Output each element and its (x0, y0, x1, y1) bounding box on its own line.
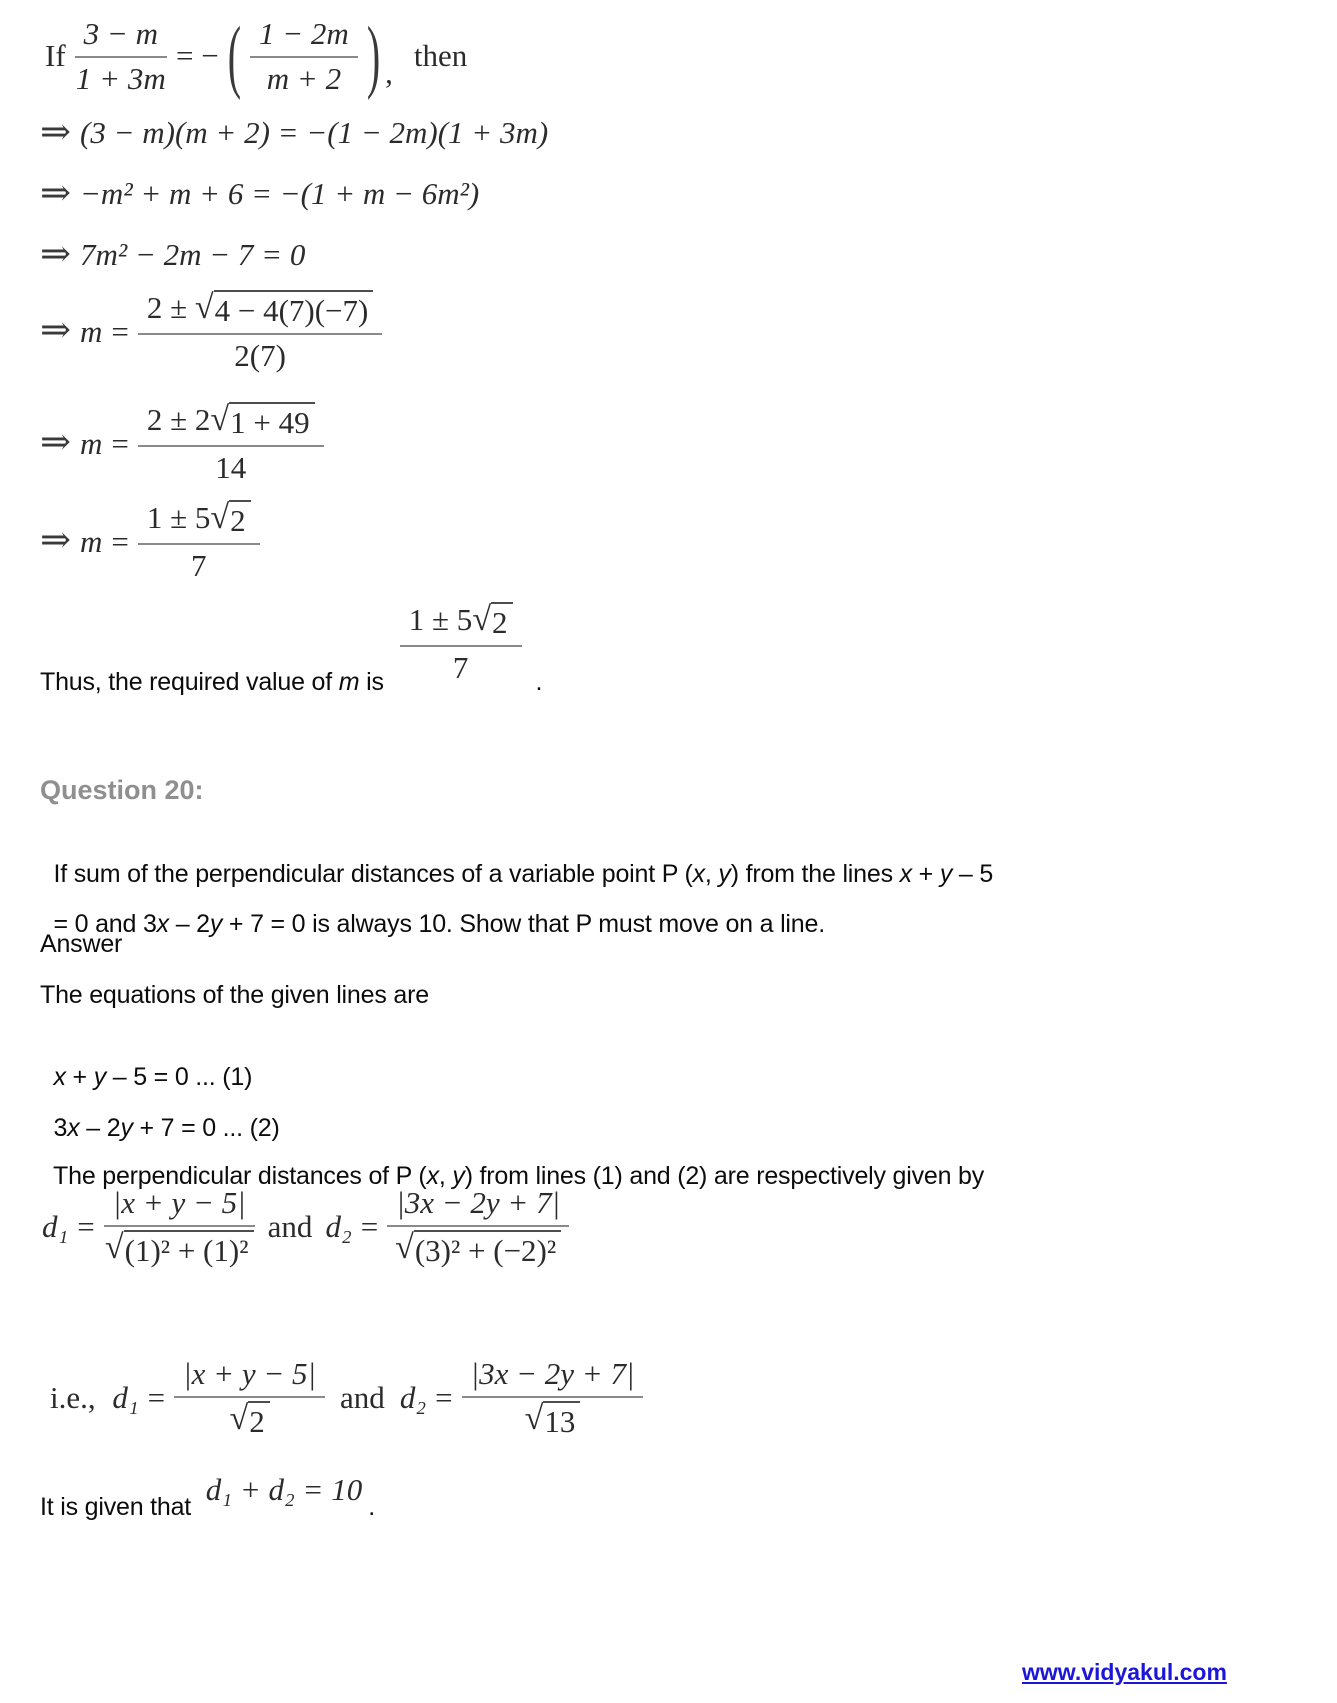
close-paren: ) (366, 8, 381, 102)
intro-then-word: then (413, 38, 468, 74)
m-variable: m (80, 313, 103, 349)
radical-sign: √ (104, 1228, 124, 1266)
comma: , (385, 54, 393, 90)
radical-sign: √ (210, 499, 230, 536)
radicand: 2 (248, 1401, 270, 1440)
radicand: 2 (229, 500, 251, 539)
square-root (105, 1230, 254, 1269)
d1-fraction (104, 1185, 255, 1268)
implies-arrow: ⇒ (40, 112, 72, 153)
var-y: y (120, 1114, 133, 1142)
fraction-numerator: |3x − 2y + 7| (462, 1356, 644, 1398)
fraction-denominator: 7 (191, 547, 207, 583)
text-run: – 2 (79, 1114, 121, 1142)
fraction-numerator: 1 − 2m (250, 16, 358, 58)
text-run: + (65, 1063, 94, 1091)
fraction-denominator: m + 2 (266, 60, 342, 96)
derivation-mstep-1 (40, 290, 382, 373)
given-text: It is given that (40, 1492, 198, 1521)
fraction-numerator (138, 402, 324, 447)
fraction-numerator (138, 290, 382, 335)
m-variable: m (80, 523, 103, 559)
implies-arrow: ⇒ (40, 173, 72, 214)
text-run: , (704, 860, 719, 888)
text-run: – 5 (952, 860, 994, 888)
fraction-numerator: |x + y − 5| (104, 1185, 255, 1227)
text-run: ) from lines (1) and (2) are respectively given by (464, 1162, 985, 1190)
radical-sign: √ (229, 1399, 249, 1437)
question-heading: Question 20: (40, 775, 204, 805)
fraction (138, 290, 382, 373)
fraction-numerator: 3 − m (75, 16, 167, 58)
derivation-step-1 (40, 112, 548, 155)
fraction-numerator: |x + y − 5| (174, 1356, 325, 1398)
simplified-distance-equation (50, 1356, 643, 1439)
conclusion-text: is (359, 668, 384, 697)
radical-sign: √ (395, 1228, 414, 1266)
d1-variable: d₁ (42, 1208, 69, 1244)
conclusion-text: Thus, the required value of (40, 668, 339, 697)
text-run: – 2 (168, 910, 210, 938)
derivation-step-3 (40, 234, 305, 277)
square-root (472, 602, 512, 641)
derivation-intro-equation (45, 8, 468, 102)
m-variable: m (80, 425, 103, 461)
implies-arrow: ⇒ (40, 520, 72, 562)
d1-fraction (174, 1356, 325, 1439)
text-run: , (438, 1162, 453, 1190)
period: . (535, 668, 543, 697)
text-run: + (911, 860, 940, 888)
var-y: y (718, 860, 731, 888)
implies-arrow: ⇒ (40, 422, 72, 464)
fraction (138, 500, 260, 583)
var-x: x (899, 860, 912, 888)
equals-sign: = (111, 523, 129, 559)
radical-sign: √ (194, 289, 214, 326)
equals-sign: = (360, 1208, 379, 1244)
fraction-denominator (105, 1227, 254, 1269)
d2-fraction (462, 1356, 644, 1439)
step-expression: (3 − m)(m + 2) = −(1 − 2m)(1 + 3m) (80, 115, 549, 151)
derivation-mstep-2 (40, 402, 324, 485)
square-root (395, 1230, 561, 1269)
step-expression: −m² + m + 6 = −(1 + m − 6m²) (80, 176, 480, 212)
distance-formula-equation (42, 1185, 569, 1268)
and-word: and (267, 1208, 313, 1244)
fraction-denominator (525, 1398, 581, 1440)
text-run: The perpendicular distances of P ( (53, 1162, 427, 1190)
numerator-prefix: 2 ± 2 (146, 402, 211, 437)
var-x: x (692, 860, 705, 888)
numerator-prefix: 1 ± 5 (146, 500, 211, 535)
d1-variable: d₁ (112, 1379, 139, 1415)
radicand: (3)² + (−2)² (414, 1230, 561, 1269)
equals-sign: = (111, 425, 129, 461)
text-run: 3 (53, 1114, 68, 1142)
var-x: x (53, 1063, 66, 1091)
radicand: 13 (543, 1401, 580, 1440)
text-run: ) from the lines (730, 860, 900, 888)
radical-sign: √ (524, 1399, 544, 1437)
text-run: If sum of the perpendicular distances of a variable point P ( (53, 860, 693, 888)
step-expression: 7m² − 2m − 7 = 0 (80, 237, 306, 273)
fraction-numerator (400, 602, 522, 647)
d2-variable: d₂ (399, 1379, 427, 1415)
given-condition-line (40, 1472, 375, 1522)
square-root (229, 1401, 269, 1440)
var-x: x (426, 1162, 439, 1190)
fraction-denominator: 14 (215, 449, 247, 485)
d2-variable: d₂ (325, 1208, 352, 1244)
square-root (525, 1401, 581, 1440)
var-x: x (156, 910, 169, 938)
text-run: – 5 = 0 ... (1) (106, 1063, 253, 1091)
fraction-denominator (395, 1227, 561, 1269)
result-fraction (400, 602, 522, 685)
fraction-numerator: |3x − 2y + 7| (387, 1185, 569, 1227)
fraction-numerator (138, 500, 260, 545)
equals-sign: = (77, 1208, 95, 1244)
implies-arrow: ⇒ (40, 234, 72, 275)
radicand: 4 − 4(7)(−7) (214, 290, 374, 329)
var-y: y (939, 860, 953, 888)
equals-sign: = (147, 1379, 166, 1415)
text-run: + 7 = 0 ... (2) (132, 1114, 280, 1142)
radical-sign: √ (472, 601, 492, 638)
radicand: (1)² + (1)² (124, 1230, 254, 1269)
open-paren: ( (227, 8, 242, 102)
equals-minus: = − (175, 38, 219, 74)
vidyakul-link[interactable]: www.vidyakul.com (1022, 1659, 1227, 1685)
equals-sign: = (435, 1379, 453, 1415)
perpendicular-distances-line (40, 1131, 984, 1191)
fraction-rhs (250, 16, 358, 96)
var-y: y (452, 1162, 465, 1190)
square-root (210, 402, 314, 441)
fraction-denominator (229, 1398, 269, 1440)
d2-fraction (387, 1185, 569, 1268)
fraction-denominator: 2(7) (234, 337, 286, 373)
radicand: 1 + 49 (229, 402, 314, 441)
m-variable: m (338, 668, 360, 697)
and-word: and (340, 1379, 385, 1415)
var-y: y (209, 910, 223, 938)
var-x: x (67, 1114, 80, 1142)
derivation-conclusion (40, 602, 542, 697)
fraction-denominator: 7 (452, 649, 469, 685)
equals-sign: = (111, 313, 129, 349)
var-y: y (93, 1063, 107, 1091)
text-run: = 0 and 3 (53, 910, 157, 938)
radical-sign: √ (210, 401, 230, 438)
square-root (195, 290, 373, 329)
numerator-prefix: 2 ± (146, 290, 195, 325)
implies-arrow: ⇒ (40, 310, 72, 352)
derivation-step-2 (40, 173, 479, 216)
fraction-lhs (75, 16, 167, 96)
derivation-mstep-3 (40, 500, 260, 583)
question-text-line-2 (40, 879, 825, 939)
equations-intro: The equations of the given lines are (40, 981, 429, 1009)
numerator-prefix: 1 ± 5 (408, 602, 473, 637)
radicand: 2 (491, 602, 513, 641)
given-equation: d₁ + d₂ = 10 (205, 1472, 363, 1507)
intro-if-word: If (45, 38, 66, 74)
text-run: + 7 = 0 is always 10. Show that P must move on a line. (222, 910, 825, 938)
square-root (210, 500, 250, 539)
ie-prefix: i.e., (50, 1379, 104, 1415)
fraction (138, 402, 324, 485)
answer-label: Answer (40, 930, 123, 958)
fraction-denominator: 1 + 3m (75, 60, 166, 96)
period: . (368, 1492, 375, 1521)
